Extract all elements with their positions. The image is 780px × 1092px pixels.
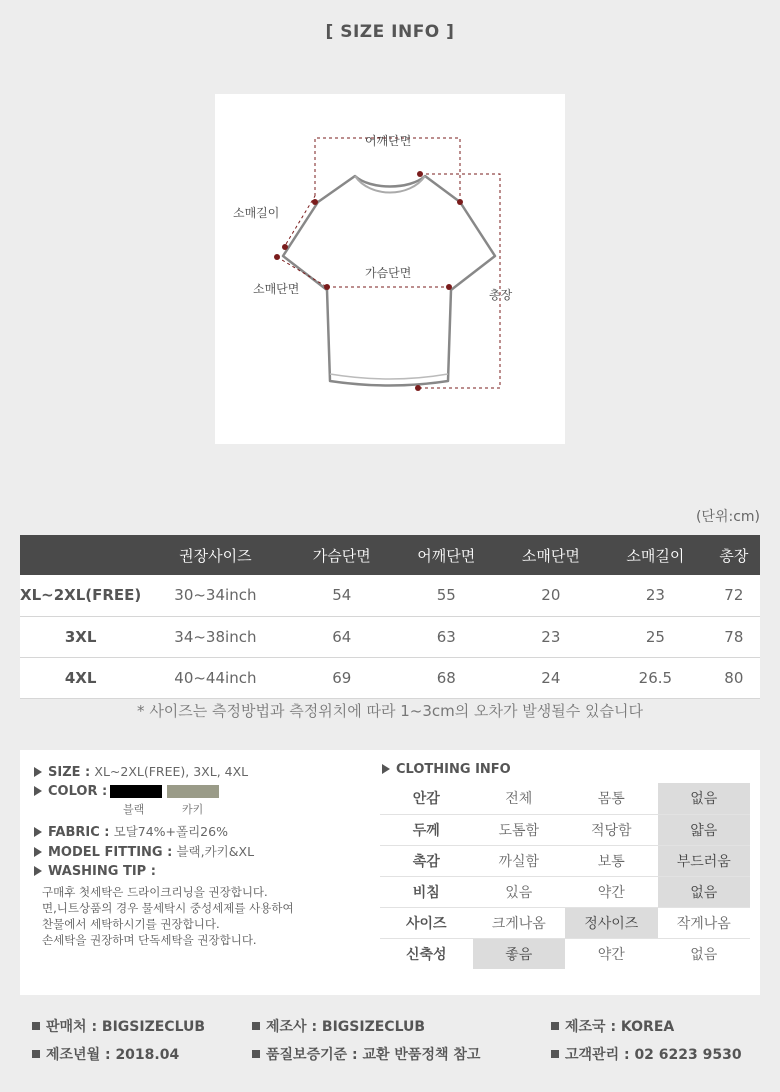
footer-text: 제조국 : KOREA	[565, 1019, 675, 1035]
option-cell-selected: 정사이즈	[565, 907, 658, 938]
footer-country	[551, 1016, 674, 1036]
square-bullet-icon	[551, 1022, 559, 1030]
table-cell: 24	[499, 657, 604, 698]
table-row	[380, 845, 750, 876]
table-cell: 80	[708, 657, 760, 698]
washing-line: 구매후 첫세탁은 드라이크리닝을 권장합니다.	[42, 885, 268, 899]
triangle-bullet-icon	[34, 767, 42, 777]
washing-line: 찬물에서 세탁하시기를 권장합니다.	[42, 917, 220, 931]
square-bullet-icon	[32, 1022, 40, 1030]
option-cell: 적당함	[565, 814, 658, 845]
table-cell: 68	[394, 657, 499, 698]
attribute-label: 안감	[380, 783, 473, 814]
fitting-row	[34, 842, 374, 862]
header-cell: 총장	[708, 535, 760, 575]
option-cell-selected: 부드러움	[658, 845, 751, 876]
option-cell: 약간	[597, 946, 625, 963]
option-cell: 작게나옴	[658, 907, 751, 938]
label-total-length: 총장	[489, 288, 513, 302]
attribute-label: 두께	[380, 814, 473, 845]
color-label: COLOR :	[48, 784, 108, 799]
table-cell: 34~38inch	[141, 616, 289, 657]
table-cell: 25	[603, 616, 708, 657]
option-cell: 없음	[690, 946, 718, 963]
table-cell: 63	[394, 616, 499, 657]
square-bullet-icon	[551, 1050, 559, 1058]
size-value: XL~2XL(FREE), 3XL, 4XL	[94, 764, 249, 779]
square-bullet-icon	[252, 1050, 260, 1058]
option-cell-selected: 없음	[658, 876, 751, 907]
header-cell	[20, 535, 141, 575]
table-row	[20, 657, 760, 698]
footer-service	[551, 1044, 742, 1064]
footer-date	[32, 1044, 179, 1064]
color-name: 블랙	[123, 803, 145, 816]
table-cell: 64	[289, 616, 394, 657]
table-cell: 72	[708, 575, 760, 616]
table-cell: 23	[603, 575, 708, 616]
footer-text: 제조사 : BIGSIZECLUB	[266, 1019, 426, 1035]
option-cell: 전체	[473, 783, 566, 814]
table-cell: 55	[394, 575, 499, 616]
option-cell: 몸통	[565, 783, 658, 814]
option-cell: 까실함	[473, 845, 566, 876]
washing-line: 손세탁을 권장하며 단독세탁을 권장합니다.	[42, 933, 257, 947]
table-row	[20, 575, 760, 616]
square-bullet-icon	[252, 1022, 260, 1030]
attribute-label: 촉감	[380, 845, 473, 876]
table-row	[380, 876, 750, 907]
size-name: 3XL	[20, 616, 141, 657]
size-label: SIZE :	[48, 765, 91, 780]
header-cell: 가슴단면	[289, 535, 394, 575]
option-cell: 보통	[565, 845, 658, 876]
label-chest: 가슴단면	[365, 266, 412, 280]
table-cell: 54	[289, 575, 394, 616]
footer-text: 판매처 : BIGSIZECLUB	[46, 1019, 206, 1035]
size-table	[20, 535, 760, 699]
footer-quality	[252, 1044, 480, 1064]
fabric-label: FABRIC :	[48, 825, 110, 840]
label-sleeve-length: 소매길이	[233, 206, 280, 220]
washing-label: WASHING TIP :	[48, 864, 156, 879]
footer-text: 품질보증기준 : 교환 반품정책 참고	[266, 1047, 481, 1063]
header-cell: 소매단면	[499, 535, 604, 575]
fabric-row	[34, 822, 374, 842]
option-cell: 크게나옴	[473, 907, 566, 938]
size-table-header	[20, 535, 760, 575]
attribute-label: 신축성	[405, 946, 447, 963]
color-row	[34, 782, 374, 822]
size-name: XL~2XL(FREE)	[20, 575, 141, 616]
unit-label: (단위:cm)	[695, 509, 760, 525]
fabric-value: 모달74%+폴리26%	[113, 824, 228, 839]
color-swatch-khaki	[167, 785, 219, 798]
table-cell: 20	[499, 575, 604, 616]
footer-text: 제조년월 : 2018.04	[46, 1047, 180, 1063]
footer-text: 고객관리 : 02 6223 9530	[565, 1047, 742, 1063]
table-row	[380, 907, 750, 938]
footer-manufacturer	[252, 1016, 425, 1036]
label-sleeve-width: 소매단면	[253, 282, 300, 296]
header-cell: 소매길이	[603, 535, 708, 575]
table-cell: 78	[708, 616, 760, 657]
triangle-bullet-icon	[382, 764, 390, 774]
triangle-bullet-icon	[34, 786, 42, 796]
clothing-info-title	[382, 762, 511, 777]
size-name: 4XL	[20, 657, 141, 698]
table-cell: 40~44inch	[141, 657, 289, 698]
clothing-info-table	[380, 783, 750, 969]
square-bullet-icon	[32, 1050, 40, 1058]
washing-row	[34, 862, 374, 882]
option-cell-selected: 없음	[658, 783, 751, 814]
fitting-label: MODEL FITTING :	[48, 845, 173, 860]
color-swatch-black	[110, 785, 162, 798]
fitting-value: 블랙,카키&XL	[176, 844, 255, 859]
triangle-bullet-icon	[34, 866, 42, 876]
table-row	[380, 783, 750, 814]
option-cell: 도톰함	[473, 814, 566, 845]
clothing-info-heading: CLOTHING INFO	[396, 762, 511, 777]
tshirt-diagram	[215, 94, 565, 444]
table-row	[380, 814, 750, 845]
table-row	[20, 616, 760, 657]
size-row	[34, 762, 374, 782]
table-cell: 69	[289, 657, 394, 698]
option-cell: 있음	[473, 876, 566, 907]
attribute-label: 비침	[380, 876, 473, 907]
option-cell-selected: 좋음	[473, 938, 566, 969]
triangle-bullet-icon	[34, 847, 42, 857]
product-info-panel	[20, 750, 760, 995]
option-cell-selected: 얇음	[658, 814, 751, 845]
table-cell: 23	[499, 616, 604, 657]
washing-instructions	[42, 884, 374, 948]
table-row	[380, 938, 750, 969]
header-cell: 어깨단면	[394, 535, 499, 575]
color-name: 카키	[182, 803, 204, 816]
option-cell: 약간	[565, 876, 658, 907]
triangle-bullet-icon	[34, 827, 42, 837]
measurement-note: * 사이즈는 측정방법과 측정위치에 따라 1~3cm의 오차가 발생될수 있습니다	[137, 702, 643, 720]
table-cell: 30~34inch	[141, 575, 289, 616]
page-title: [ SIZE INFO ]	[325, 22, 455, 42]
header-cell: 권장사이즈	[141, 535, 289, 575]
washing-line: 면,니트상품의 경우 물세탁시 중성세제를 사용하여	[42, 901, 294, 915]
product-details	[34, 762, 374, 948]
table-cell: 26.5	[603, 657, 708, 698]
footer-seller	[32, 1016, 205, 1036]
label-shoulder: 어깨단면	[365, 134, 412, 148]
attribute-label: 사이즈	[380, 907, 473, 938]
